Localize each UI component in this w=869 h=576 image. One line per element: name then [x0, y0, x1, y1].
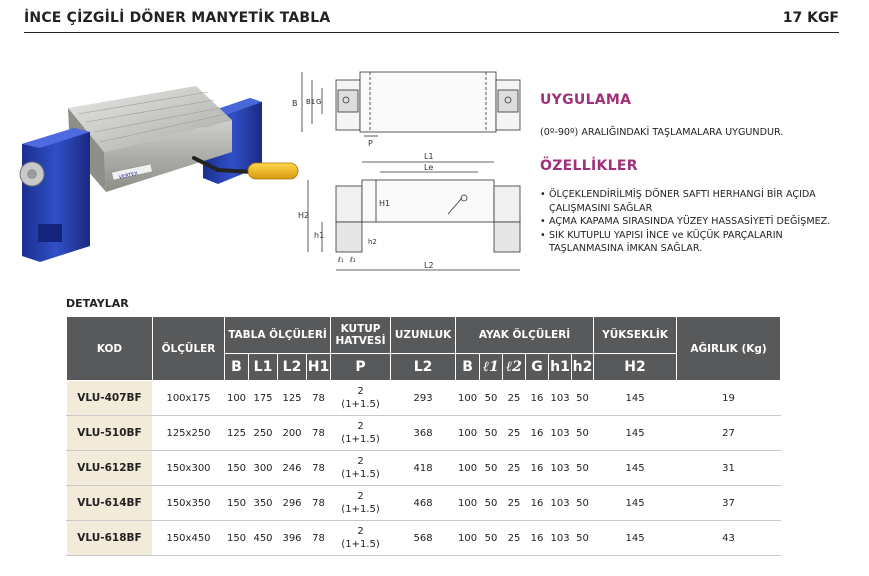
col-olculer: ÖLÇÜLER [153, 317, 225, 381]
table-cell: 450 [249, 521, 278, 556]
sub-h2: H2 [594, 354, 677, 381]
sub-h1-ayak: h1 [549, 354, 572, 381]
sub-ell1: ℓ1 [480, 354, 503, 381]
table-cell: 100x175 [153, 381, 225, 416]
cell-kutup-value: 2 [357, 386, 364, 397]
ozellikler-list [540, 188, 845, 256]
table-cell: 125x250 [153, 416, 225, 451]
cell-kutup [331, 381, 391, 416]
table-cell: 25 [503, 416, 526, 451]
col-yukseklik: YÜKSEKLİK [594, 317, 677, 354]
sub-h1: H1 [307, 354, 331, 381]
dim-h1-small: h1 [314, 231, 325, 240]
table-cell: 50 [480, 381, 503, 416]
table-cell: 16 [526, 521, 549, 556]
cell-kod: VLU-612BF [67, 451, 153, 486]
table-row [67, 381, 781, 416]
table-cell: 145 [594, 486, 677, 521]
cell-kutup [331, 416, 391, 451]
table-cell: 103 [549, 381, 572, 416]
table-cell: 50 [480, 416, 503, 451]
table-cell: 27 [677, 416, 781, 451]
dim-p: P [368, 139, 373, 148]
table-cell: 293 [391, 381, 456, 416]
table-cell: 150x300 [153, 451, 225, 486]
dim-l2: L2 [424, 261, 434, 270]
sub-h2-ayak: h2 [572, 354, 594, 381]
sub-l2: L2 [278, 354, 307, 381]
table-cell: 468 [391, 486, 456, 521]
uygulama-heading: UYGULAMA [540, 92, 632, 108]
table-row [67, 451, 781, 486]
table-cell: 103 [549, 486, 572, 521]
table-row [67, 486, 781, 521]
feature-item: • SIK KUTUPLU YAPISI İNCE ve KÜÇÜK PARÇALARIN TAŞLANMASINA İMKAN SAĞLAR. [540, 229, 845, 256]
ozellikler-heading: ÖZELLİKLER [540, 158, 638, 174]
page-title: İNCE ÇİZGİLİ DÖNER MANYETİK TABLA [24, 10, 331, 26]
table-cell: 145 [594, 521, 677, 556]
table-cell: 31 [677, 451, 781, 486]
table-cell: 50 [572, 486, 594, 521]
cell-kutup-detail: (1+1.5) [341, 539, 380, 550]
sub-ell2: ℓ2 [503, 354, 526, 381]
table-cell: 25 [503, 486, 526, 521]
cell-kutup-value: 2 [357, 421, 364, 432]
sub-p: P [331, 354, 391, 381]
table-row [67, 521, 781, 556]
col-ayak: AYAK ÖLÇÜLERİ [456, 317, 594, 354]
table-cell: 100 [456, 451, 480, 486]
table-cell: 246 [278, 451, 307, 486]
cell-kutup-detail: (1+1.5) [341, 469, 380, 480]
col-kod: KOD [67, 317, 153, 381]
table-cell: 50 [572, 451, 594, 486]
table-cell: 78 [307, 521, 331, 556]
table-cell: 145 [594, 381, 677, 416]
table-cell: 250 [249, 416, 278, 451]
dim-h2: H2 [298, 211, 310, 220]
dim-b: B [292, 99, 298, 108]
table-cell: 100 [456, 381, 480, 416]
dim-g: G [316, 98, 322, 106]
feature-item: • ÖLÇEKLENDİRİLMİŞ DÖNER SAFTI HERHANGİ BİR AÇIDA ÇALIŞMASINI SAĞLAR [540, 188, 845, 215]
table-cell: 25 [503, 451, 526, 486]
dim-l1-small: ℓ₁ [338, 256, 344, 264]
table-cell: 145 [594, 451, 677, 486]
sub-l2-uzunluk: L2 [391, 354, 456, 381]
table-cell: 150 [225, 486, 249, 521]
table-cell: 100 [225, 381, 249, 416]
weight-label: 17 KGF [782, 10, 839, 26]
table-cell: 50 [480, 486, 503, 521]
table-cell: 300 [249, 451, 278, 486]
dim-l2-small: ℓ₂ [350, 256, 356, 264]
table-cell: 50 [480, 451, 503, 486]
detaylar-label: DETAYLAR [66, 297, 129, 310]
technical-drawing [282, 58, 537, 283]
table-cell: 16 [526, 381, 549, 416]
col-tabla: TABLA ÖLÇÜLERİ [225, 317, 331, 354]
table-cell: 103 [549, 451, 572, 486]
table-cell: 200 [278, 416, 307, 451]
cell-kutup-detail: (1+1.5) [341, 434, 380, 445]
sub-l1: L1 [249, 354, 278, 381]
cell-kutup [331, 486, 391, 521]
cell-kutup-value: 2 [357, 526, 364, 537]
table-cell: 396 [278, 521, 307, 556]
table-cell: 418 [391, 451, 456, 486]
table-cell: 368 [391, 416, 456, 451]
spec-table [66, 316, 781, 556]
uygulama-text: (0º-90º) ARALIĞINDAKİ TAŞLAMALARA UYGUNDUR. [540, 127, 784, 138]
col-agirlik: AĞIRLIK (Kg) [677, 317, 781, 381]
cell-kod: VLU-614BF [67, 486, 153, 521]
table-cell: 37 [677, 486, 781, 521]
table-cell: 568 [391, 521, 456, 556]
table-cell: 50 [480, 521, 503, 556]
table-cell: 16 [526, 486, 549, 521]
dim-l1: L1 [424, 152, 434, 161]
brand-label: VERTEX [118, 170, 139, 181]
cell-kutup-detail: (1+1.5) [341, 399, 380, 410]
table-cell: 100 [456, 521, 480, 556]
sub-g: G [526, 354, 549, 381]
table-cell: 43 [677, 521, 781, 556]
table-row [67, 416, 781, 451]
table-cell: 100 [456, 486, 480, 521]
product-photo [18, 74, 310, 274]
table-cell: 50 [572, 521, 594, 556]
table-cell: 78 [307, 486, 331, 521]
table-cell: 350 [249, 486, 278, 521]
table-cell: 150 [225, 451, 249, 486]
table-cell: 50 [572, 416, 594, 451]
feature-item: • AÇMA KAPAMA SIRASINDA YÜZEY HASSASİYETİ DEĞİŞMEZ. [540, 215, 845, 229]
cell-kutup [331, 521, 391, 556]
table-cell: 103 [549, 521, 572, 556]
dim-le: Le [424, 163, 434, 172]
table-cell: 19 [677, 381, 781, 416]
table-cell: 125 [225, 416, 249, 451]
table-cell: 125 [278, 381, 307, 416]
table-cell: 16 [526, 451, 549, 486]
table-cell: 78 [307, 451, 331, 486]
table-cell: 25 [503, 381, 526, 416]
cell-kutup-value: 2 [357, 491, 364, 502]
table-cell: 50 [572, 381, 594, 416]
table-cell: 175 [249, 381, 278, 416]
table-cell: 16 [526, 416, 549, 451]
cell-kod: VLU-618BF [67, 521, 153, 556]
table-cell: 296 [278, 486, 307, 521]
col-kutup: KUTUP HATVESİ [331, 317, 391, 354]
table-cell: 150 [225, 521, 249, 556]
table-cell: 78 [307, 416, 331, 451]
cell-kod: VLU-407BF [67, 381, 153, 416]
cell-kod: VLU-510BF [67, 416, 153, 451]
table-cell: 145 [594, 416, 677, 451]
dim-h1: H1 [379, 199, 391, 208]
table-cell: 103 [549, 416, 572, 451]
cell-kutup-value: 2 [357, 456, 364, 467]
sub-ayak-b: B [456, 354, 480, 381]
table-cell: 150x450 [153, 521, 225, 556]
table-cell: 78 [307, 381, 331, 416]
cell-kutup [331, 451, 391, 486]
dim-b1: B1 [306, 98, 316, 106]
cell-kutup-detail: (1+1.5) [341, 504, 380, 515]
table-cell: 150x350 [153, 486, 225, 521]
dim-h2-small: h2 [368, 238, 377, 246]
col-uzunluk: UZUNLUK [391, 317, 456, 354]
table-cell: 100 [456, 416, 480, 451]
table-cell: 25 [503, 521, 526, 556]
header-divider [24, 32, 839, 33]
sub-b: B [225, 354, 249, 381]
